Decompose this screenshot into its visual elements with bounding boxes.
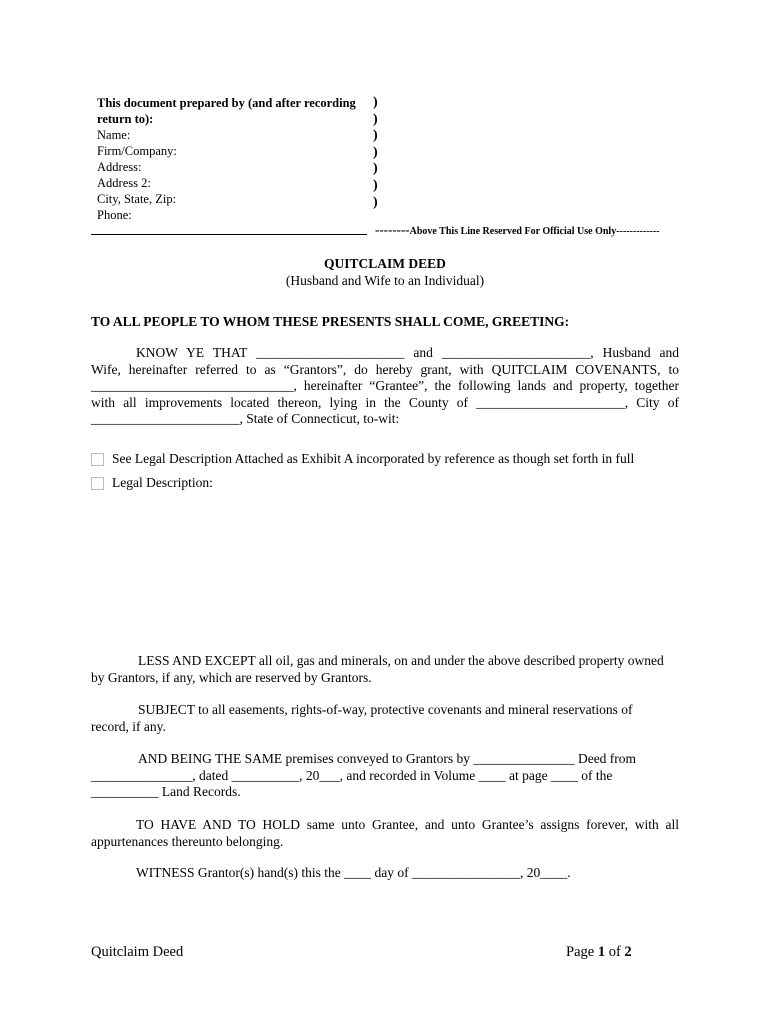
preparer-heading-line1: This document prepared by (and after recording xyxy=(97,96,356,110)
footer-document-name: Quitclaim Deed xyxy=(91,944,184,960)
to-have-paragraph xyxy=(91,817,679,850)
page-total: 2 xyxy=(624,944,632,960)
paren: ) xyxy=(373,177,378,193)
preparer-field-name: Name: xyxy=(97,128,131,142)
subject-to-line1: SUBJECT to all easements, rights-of-way, protective covenants and mineral reservations of xyxy=(138,702,633,717)
know-ye-paragraph xyxy=(91,345,679,428)
know-ye-line2: Wife, hereinafter referred to as “Grantors”, do hereby grant, with QUITCLAIM COVENANTS, to xyxy=(91,361,679,377)
know-ye-line5: ______________________, State of Connecticut, to-wit: xyxy=(91,411,400,426)
preparer-field-phone: Phone: xyxy=(97,208,132,222)
exhibit-a-checkbox[interactable] xyxy=(91,453,104,466)
reserved-text: Above This Line Reserved For Official Use Only xyxy=(409,226,617,237)
preparer-parens xyxy=(373,95,378,211)
preparer-block xyxy=(97,95,367,223)
paren: ) xyxy=(373,144,378,160)
of-word: of xyxy=(608,944,621,960)
being-same-line1: AND BEING THE SAME premises conveyed to Grantors by _______________ Deed from xyxy=(138,751,637,766)
paren: ) xyxy=(373,128,378,144)
preparer-heading-line2: return to): xyxy=(97,112,154,126)
preparer-field-address2: Address 2: xyxy=(97,176,151,190)
paren: ) xyxy=(373,161,378,177)
preparer-field-firm: Firm/Company: xyxy=(97,144,177,158)
know-ye-line1: KNOW YE THAT ______________________ and ______________________, Husband and xyxy=(136,345,679,360)
to-have-line2: appurtenances thereunto belonging. xyxy=(91,833,284,849)
witness-line: WITNESS Grantor(s) hand(s) this the ____ day of ________________, 20____. xyxy=(136,865,571,880)
exhibit-a-label: See Legal Description Attached as Exhibit A incorporated by reference as though set forth in full xyxy=(112,451,635,466)
paren: ) xyxy=(373,111,378,127)
page-word: Page xyxy=(566,944,595,960)
know-ye-line3: ______________________________, hereinafter “Grantee”, the following lands and property, together xyxy=(91,378,679,393)
greeting-heading: TO ALL PEOPLE TO WHOM THESE PRESENTS SHALL COME, GREETING: xyxy=(91,314,570,329)
subject-to-paragraph xyxy=(91,702,679,735)
being-same-line3: __________ Land Records. xyxy=(91,784,241,799)
know-ye-line4: with all improvements located thereon, lying in the County of ______________________, City of xyxy=(91,394,679,410)
page-current: 1 xyxy=(597,944,606,960)
paren: ) xyxy=(373,194,378,210)
being-same-line2: _______________, dated __________, 20___, and recorded in Volume ____ at page ____ of the xyxy=(91,767,613,783)
document-title: QUITCLAIM DEED xyxy=(324,256,446,271)
footer-page-number xyxy=(566,944,632,961)
subject-to-line2: record, if any. xyxy=(91,718,166,734)
preparer-field-address: Address: xyxy=(97,160,142,174)
preparer-field-city-state-zip: City, State, Zip: xyxy=(97,192,177,206)
less-except-line2: by Grantors, if any, which are reserved by Grantors. xyxy=(91,669,372,685)
legal-description-checkbox[interactable] xyxy=(91,477,104,490)
reserved-dashes-left: -------- xyxy=(375,222,410,237)
official-use-line xyxy=(375,222,660,238)
being-same-paragraph xyxy=(91,751,679,801)
legal-description-option[interactable] xyxy=(91,475,213,491)
less-except-line1: LESS AND EXCEPT all oil, gas and minerals, on and under the above described property owned xyxy=(138,653,664,668)
preparer-divider xyxy=(91,234,367,235)
reserved-dashes-right: ------------- xyxy=(616,226,660,237)
less-except-paragraph xyxy=(91,653,679,686)
exhibit-a-option[interactable] xyxy=(91,451,634,467)
paren: ) xyxy=(373,95,378,110)
witness-paragraph xyxy=(91,865,679,882)
to-have-line1: TO HAVE AND TO HOLD same unto Grantee, and unto Grantee’s assigns forever, with all xyxy=(136,817,679,832)
document-subtitle: (Husband and Wife to an Individual) xyxy=(285,273,485,288)
legal-description-label: Legal Description: xyxy=(112,475,213,490)
